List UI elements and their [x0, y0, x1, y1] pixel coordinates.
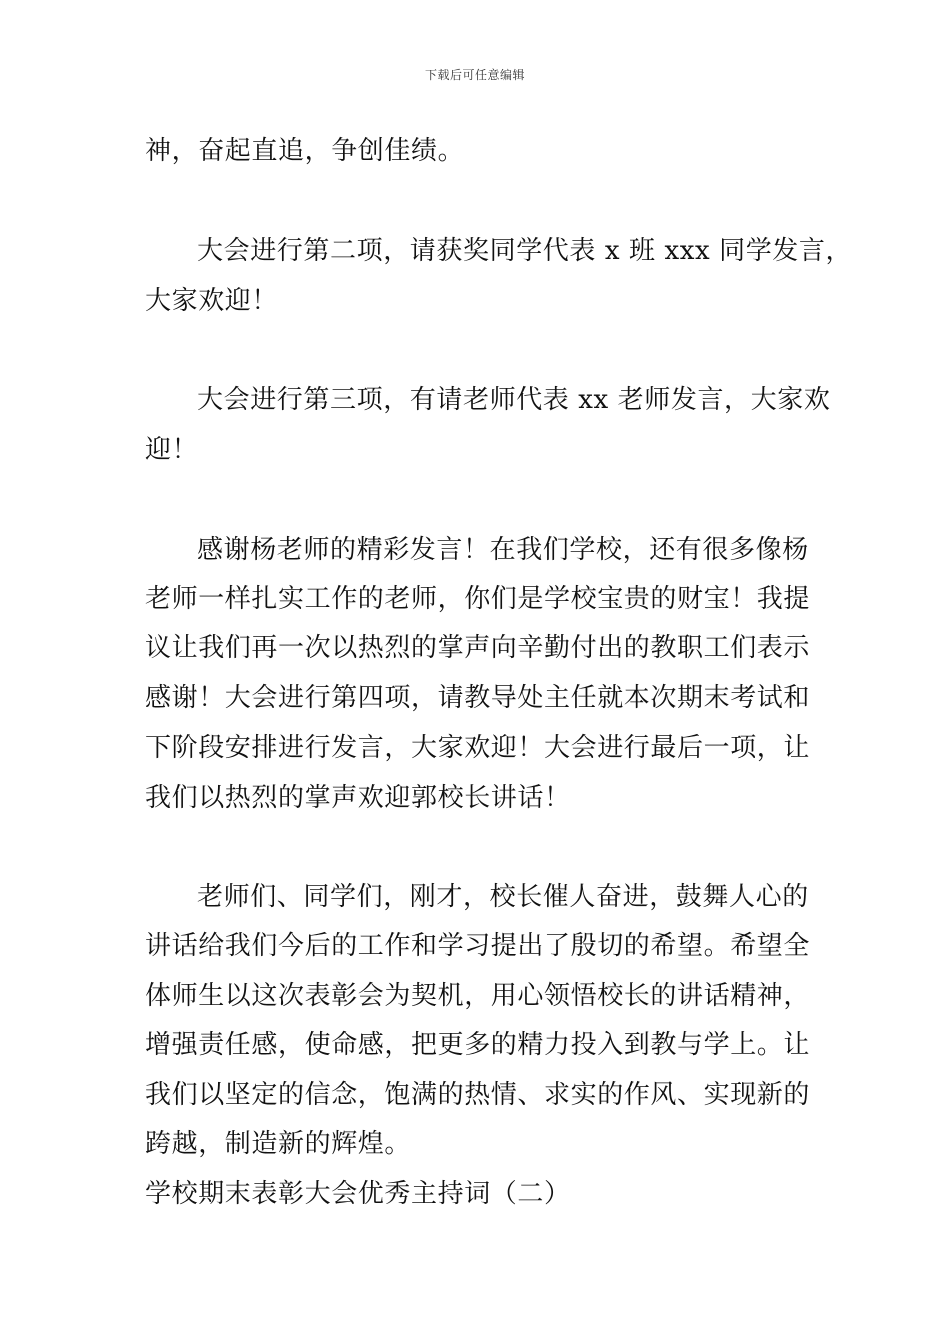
paragraph-line: 讲话给我们今后的工作和学习提出了殷切的希望。希望全 [145, 931, 811, 961]
paragraph-line: 大家欢迎！ [145, 286, 279, 316]
paragraph-line: 感谢杨老师的精彩发言！在我们学校，还有很多像杨 [197, 535, 809, 565]
paragraph-line: 大会进行第三项，有请老师代表 xx 老师发言，大家欢 [197, 385, 831, 415]
paragraph-line: 我们以坚定的信念，饱满的热情、求实的作风、实现新的 [145, 1080, 811, 1110]
paragraph-line: 增强责任感，使命感，把更多的精力投入到教与学上。让 [145, 1030, 811, 1060]
paragraph-line: 老师们、同学们，刚才，校长催人奋进，鼓舞人心的 [197, 882, 809, 912]
section-title: 学校期末表彰大会优秀主持词（二） [145, 1179, 571, 1209]
paragraph-line: 我们以热烈的掌声欢迎郭校长讲话！ [145, 783, 571, 813]
paragraph-line: 神，奋起直追，争创佳绩。 [145, 136, 465, 166]
paragraph-line: 感谢！大会进行第四项，请教导处主任就本次期末考试和 [145, 683, 811, 713]
paragraph-line: 体师生以这次表彰会为契机，用心领悟校长的讲话精神， [145, 981, 811, 1011]
paragraph-line: 大会进行第二项，请获奖同学代表 x 班 xxx 同学发言， [197, 236, 853, 266]
paragraph-line: 议让我们再一次以热烈的掌声向辛勤付出的教职工们表示 [145, 633, 811, 663]
paragraph-line: 跨越，制造新的辉煌。 [145, 1129, 412, 1159]
paragraph-line: 下阶段安排进行发言，大家欢迎！大会进行最后一项，让 [145, 733, 811, 763]
paragraph-line: 老师一样扎实工作的老师，你们是学校宝贵的财宝！我提 [145, 584, 811, 614]
page-header: 下载后可任意编辑 [424, 68, 525, 82]
paragraph-line: 迎！ [145, 435, 199, 465]
